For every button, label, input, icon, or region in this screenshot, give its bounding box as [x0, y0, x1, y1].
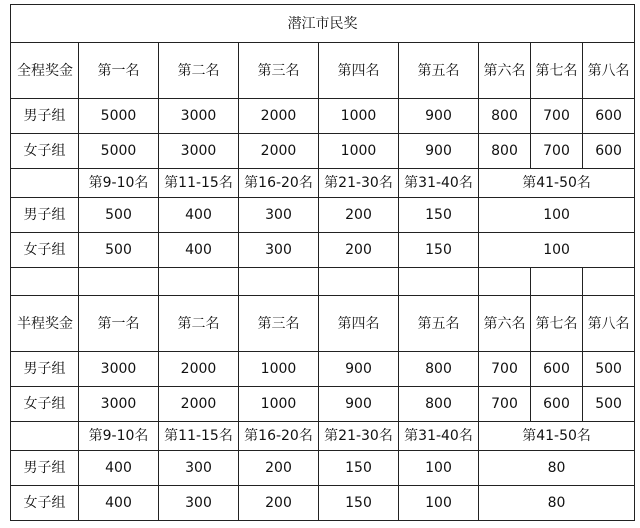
prize-cell: 400 — [79, 451, 159, 486]
place-header: 第五名 — [399, 296, 479, 352]
prize-cell: 400 — [159, 198, 239, 233]
place-header: 第五名 — [399, 43, 479, 99]
empty-cell — [239, 268, 319, 296]
prize-cell: 150 — [399, 198, 479, 233]
prize-cell: 1000 — [319, 134, 399, 169]
range-header: 第41-50名 — [479, 169, 635, 198]
prize-cell: 1000 — [319, 99, 399, 134]
place-header: 第二名 — [159, 43, 239, 99]
prize-cell: 150 — [319, 451, 399, 486]
empty-cell — [479, 268, 531, 296]
prize-cell: 5000 — [79, 99, 159, 134]
prize-cell: 800 — [399, 352, 479, 387]
empty-cell — [11, 169, 79, 198]
prize-cell: 100 — [399, 486, 479, 521]
prize-cell: 100 — [479, 198, 635, 233]
prize-cell: 500 — [583, 352, 635, 387]
prize-cell: 400 — [159, 233, 239, 268]
place-header: 第八名 — [583, 43, 635, 99]
prize-cell: 900 — [399, 134, 479, 169]
prize-cell: 1000 — [239, 352, 319, 387]
prize-cell: 100 — [399, 451, 479, 486]
prize-cell: 300 — [159, 451, 239, 486]
group-label: 女子组 — [11, 134, 79, 169]
prize-cell: 200 — [319, 233, 399, 268]
prize-cell: 200 — [319, 198, 399, 233]
range-header: 第16-20名 — [239, 422, 319, 451]
place-header: 第八名 — [583, 296, 635, 352]
prize-cell: 150 — [319, 486, 399, 521]
prize-cell: 900 — [319, 352, 399, 387]
group-label: 女子组 — [11, 233, 79, 268]
group-label: 女子组 — [11, 387, 79, 422]
prize-cell: 700 — [479, 387, 531, 422]
prize-cell: 80 — [479, 451, 635, 486]
prize-cell: 300 — [239, 198, 319, 233]
place-header: 第一名 — [79, 296, 159, 352]
prize-cell: 500 — [79, 198, 159, 233]
prize-cell: 800 — [399, 387, 479, 422]
prize-cell: 300 — [239, 233, 319, 268]
place-header: 第三名 — [239, 43, 319, 99]
prize-cell: 300 — [159, 486, 239, 521]
range-header: 第21-30名 — [319, 169, 399, 198]
place-header: 第一名 — [79, 43, 159, 99]
group-label: 男子组 — [11, 99, 79, 134]
empty-cell — [399, 268, 479, 296]
range-header: 第16-20名 — [239, 169, 319, 198]
empty-cell — [319, 268, 399, 296]
empty-cell — [531, 268, 583, 296]
range-header: 第21-30名 — [319, 422, 399, 451]
prize-cell: 600 — [583, 99, 635, 134]
range-header: 第9-10名 — [79, 422, 159, 451]
empty-cell — [583, 268, 635, 296]
prize-cell: 600 — [531, 387, 583, 422]
prize-cell: 700 — [531, 134, 583, 169]
prize-cell: 900 — [319, 387, 399, 422]
prize-cell: 600 — [531, 352, 583, 387]
prize-cell: 600 — [583, 134, 635, 169]
prize-cell: 400 — [79, 486, 159, 521]
prize-cell: 800 — [479, 99, 531, 134]
prize-cell: 100 — [479, 233, 635, 268]
table-title: 潜江市民奖 — [11, 5, 635, 43]
prize-cell: 3000 — [79, 352, 159, 387]
prize-cell: 1000 — [239, 387, 319, 422]
prize-cell: 5000 — [79, 134, 159, 169]
prize-cell: 80 — [479, 486, 635, 521]
range-header: 第31-40名 — [399, 422, 479, 451]
place-header: 第七名 — [531, 43, 583, 99]
prize-cell: 800 — [479, 134, 531, 169]
prize-cell: 3000 — [159, 134, 239, 169]
place-header: 第四名 — [319, 296, 399, 352]
prize-cell: 2000 — [239, 134, 319, 169]
place-header: 第三名 — [239, 296, 319, 352]
range-header: 第41-50名 — [479, 422, 635, 451]
prize-cell: 700 — [479, 352, 531, 387]
group-label: 男子组 — [11, 198, 79, 233]
prize-cell: 700 — [531, 99, 583, 134]
prize-cell: 200 — [239, 451, 319, 486]
range-header: 第9-10名 — [79, 169, 159, 198]
prize-cell: 2000 — [159, 387, 239, 422]
place-header: 第七名 — [531, 296, 583, 352]
empty-cell — [11, 268, 79, 296]
place-header: 第二名 — [159, 296, 239, 352]
prize-cell: 2000 — [159, 352, 239, 387]
prize-cell: 3000 — [79, 387, 159, 422]
prize-cell: 200 — [239, 486, 319, 521]
group-label: 男子组 — [11, 451, 79, 486]
range-header: 第11-15名 — [159, 422, 239, 451]
range-header: 第11-15名 — [159, 169, 239, 198]
place-header: 第六名 — [479, 43, 531, 99]
empty-cell — [79, 268, 159, 296]
place-header: 第四名 — [319, 43, 399, 99]
full-marathon-header: 全程奖金 — [11, 43, 79, 99]
prize-cell: 500 — [79, 233, 159, 268]
place-header: 第六名 — [479, 296, 531, 352]
prize-cell: 900 — [399, 99, 479, 134]
empty-cell — [159, 268, 239, 296]
empty-cell — [11, 422, 79, 451]
group-label: 男子组 — [11, 352, 79, 387]
range-header: 第31-40名 — [399, 169, 479, 198]
prize-cell: 3000 — [159, 99, 239, 134]
prize-cell: 150 — [399, 233, 479, 268]
group-label: 女子组 — [11, 486, 79, 521]
prize-cell: 2000 — [239, 99, 319, 134]
prize-cell: 500 — [583, 387, 635, 422]
prize-table — [10, 4, 635, 521]
half-marathon-header: 半程奖金 — [11, 296, 79, 352]
